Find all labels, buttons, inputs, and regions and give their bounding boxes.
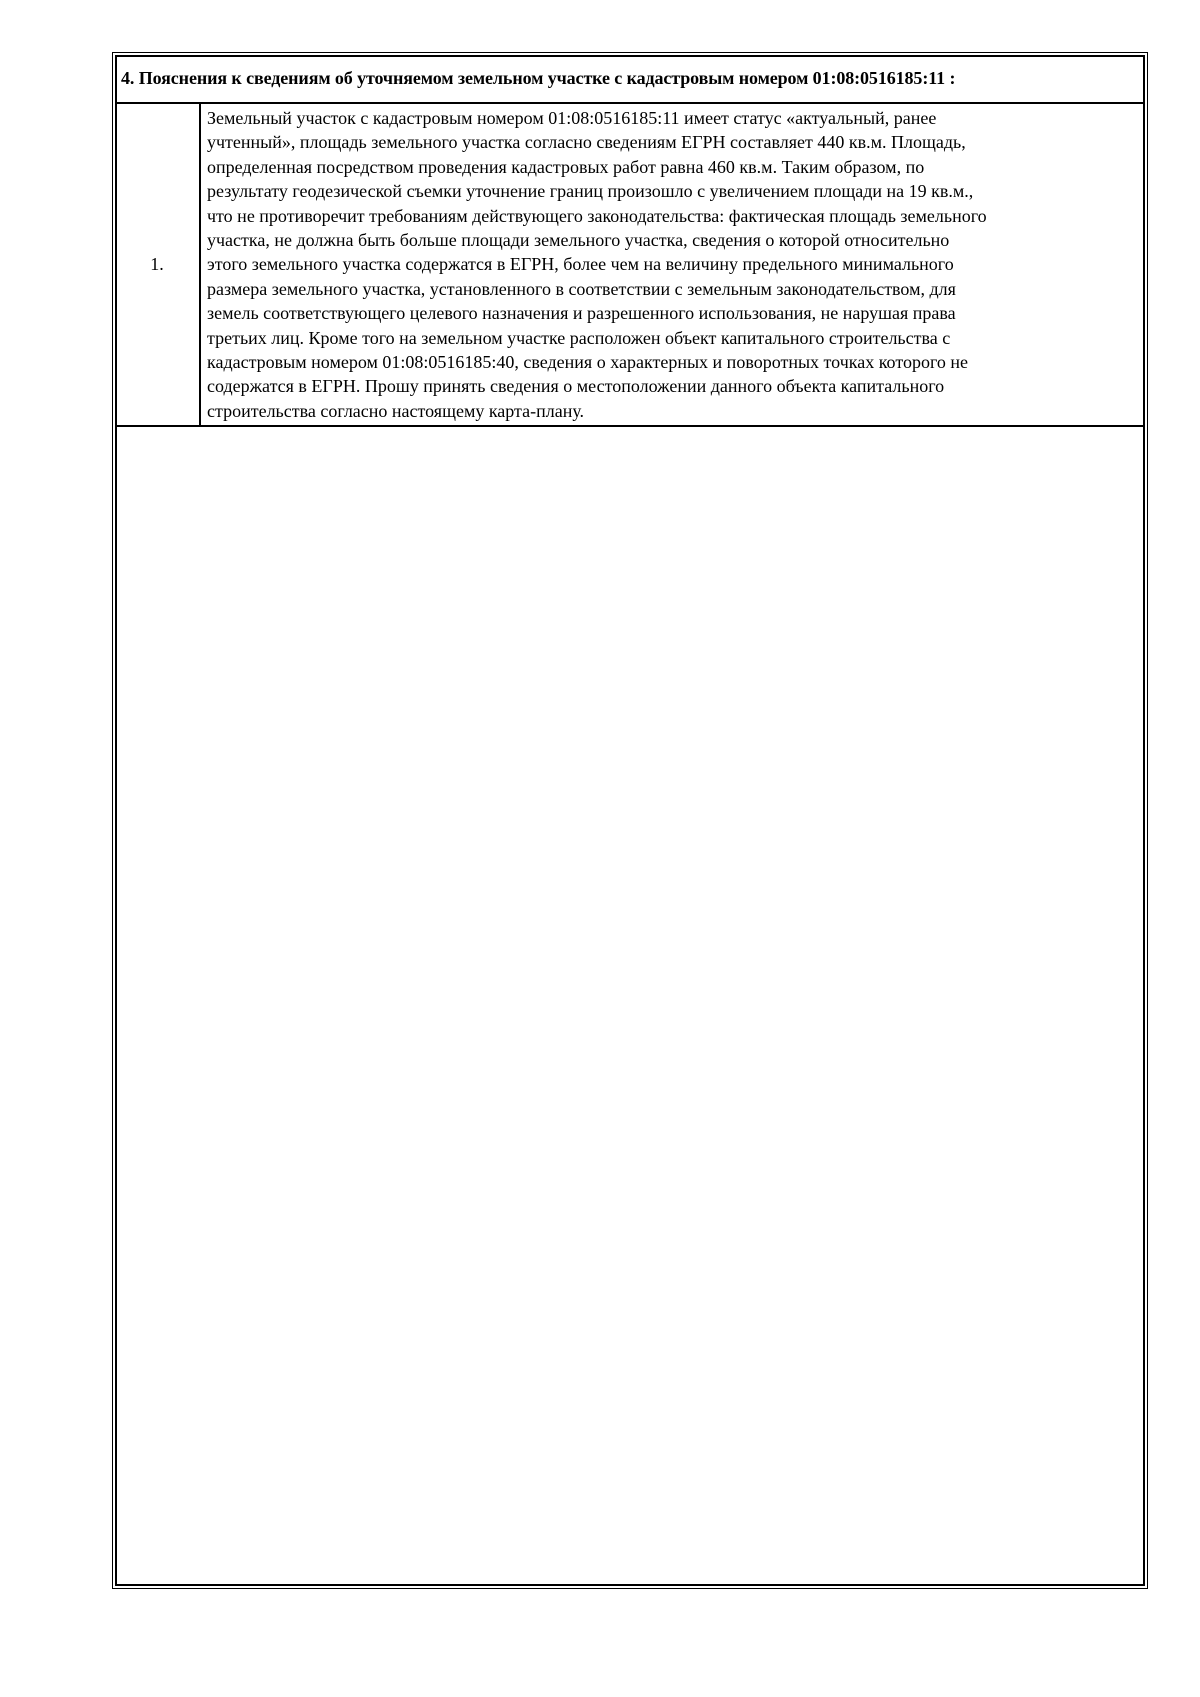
text-line: учтенный», площадь земельного участка согласно сведениям ЕГРН составляет 440 кв.м. Площадь, [207,132,966,153]
section-title: 4. Пояснения к сведениям об уточняемом земельном участке с кадастровым номером 01:08:0516185:11 : [121,68,956,88]
text-line: третьих лиц. Кроме того на земельном участке расположен объект капитального строительства с [207,327,951,348]
table-row [115,104,1145,427]
text-line: содержатся в ЕГРН. Прошу принять сведения о местоположении данного объекта капитального [207,376,945,397]
section-header [115,55,1145,104]
text-line: размера земельного участка, установленного в соответствии с земельным законодательством, для [207,278,956,299]
text-line: земель соответствующего целевого назначения и разрешенного использования, не нарушая права [207,303,956,324]
text-line: определенная посредством проведения кадастровых работ равна 460 кв.м. Таким образом, по [207,156,925,177]
row-number: 1. [115,104,201,425]
text-line: кадастровым номером 01:08:0516185:40, сведения о характерных и поворотных точках которого не [207,352,969,373]
text-line: Земельный участок с кадастровым номером 01:08:0516185:11 имеет статус «актуальный, ранее [207,108,937,128]
text-line: что не противоречит требованиям действующего законодательства: фактическая площадь земельного [207,205,987,226]
text-line: результату геодезической съемки уточнение границ произошло с увеличением площади на 19 кв.м., [207,181,974,202]
text-line: участка, не должна быть больше площади земельного участка, сведения о которой относительно [207,230,950,251]
row-text [201,104,1145,425]
text-line: этого земельного участка содержатся в ЕГРН, более чем на величину предельного минимального [207,254,954,275]
text-line: строительства согласно настоящему карта-плану. [207,400,585,421]
